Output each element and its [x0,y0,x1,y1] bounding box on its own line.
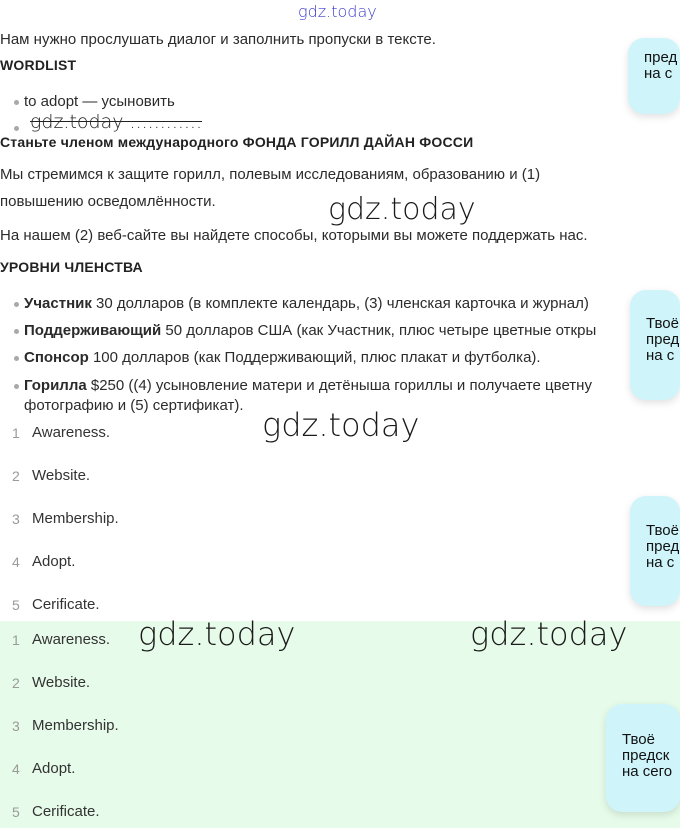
popup-line: пред [644,49,678,66]
popup-line: на с [646,347,675,364]
level-item-gorilla-cont: фотографию и (5) сертификат). [24,397,244,414]
popup-line: пред [646,538,680,555]
popup-line: пред [646,331,680,348]
promo-popup[interactable] [606,704,680,812]
watermark: gdz.today [328,192,476,227]
answer-text: Membership. [32,717,119,734]
paragraph-1-line-2: повышению осведомлённости. [0,193,216,210]
answer-text: Awareness. [32,424,111,441]
level-text: $250 ((4) усыновление матери и детёныша гориллы и получаете цветну [86,377,592,394]
level-bullet [14,384,19,389]
popup-line: Твоё [622,731,655,748]
level-item-supporter [24,322,596,339]
levels-heading: УРОВНИ ЧЛЕНСТВА [0,259,143,275]
answer-text: Awareness. [32,631,111,648]
level-item-gorilla [24,377,592,394]
answer-text: Membership. [32,510,119,527]
intro-text: Нам нужно прослушать диалог и заполнить пропуски в тексте. [0,31,436,48]
answer-number: 5 [12,597,20,613]
answer-text: Website. [32,674,91,691]
wordlist-heading: WORDLIST [0,57,77,73]
level-name: Спонсор [24,349,89,366]
answer-text: Adopt. [32,760,76,777]
answer-number: 1 [12,425,20,441]
answer-number: 5 [12,804,20,820]
watermark: gdz.today [470,615,628,653]
answer-number: 3 [12,511,20,527]
answer-number: 4 [12,761,20,777]
promo-popup[interactable] [628,38,680,114]
level-text: 100 долларов (как Поддерживающий, плюс плакат и футболка). [88,349,541,366]
page-title: Станьте членом международного ФОНДА ГОРИЛЛ ДАЙАН ФОССИ [0,134,474,150]
popup-line: Твоё [646,522,679,539]
popup-line: на сего [622,763,673,780]
popup-line: Твоё [646,315,679,332]
level-text: 50 долларов США (как Участник, плюс четыре цветные откры [161,322,597,339]
level-item-member [24,295,589,312]
wordlist-bullet [14,126,19,131]
level-name: Участник [24,295,92,312]
popup-line: предск [622,747,670,764]
popup-line: на с [646,554,675,571]
paragraph-1-line-1: Мы стремимся к защите горилл, полевым исследованиям, образованию и (1) [0,166,541,183]
paragraph-2: На нашем (2) веб-сайте вы найдете способы, которыми вы можете поддержать нас. [0,227,588,244]
answer-text: Adopt. [32,553,76,570]
answer-text: Cerificate. [32,596,100,613]
level-text: 30 долларов (в комплекте календарь, (3) членская карточка и журнал) [91,295,589,312]
watermark: gdz.today [262,406,420,444]
answer-number: 3 [12,718,20,734]
promo-popup[interactable] [630,496,680,606]
level-name: Горилла [24,377,87,394]
watermark-top: gdz.today [298,2,377,21]
wordlist-item-obscured: gdz.today ............ [30,111,203,133]
answer-number: 2 [12,675,20,691]
answer-text: Cerificate. [32,803,100,820]
level-bullet [14,356,19,361]
popup-line: на с [644,65,673,82]
answer-number: 1 [12,632,20,648]
watermark: gdz.today [138,615,296,653]
answer-number: 4 [12,554,20,570]
wordlist-item: to adopt — усыновить [24,93,175,110]
level-bullet [14,302,19,307]
level-name: Поддерживающий [24,322,162,339]
answer-number: 2 [12,468,20,484]
answer-text: Website. [32,467,91,484]
promo-popup[interactable] [630,290,680,400]
level-bullet [14,329,19,334]
level-item-sponsor [24,349,541,366]
wordlist-bullet [14,100,19,105]
